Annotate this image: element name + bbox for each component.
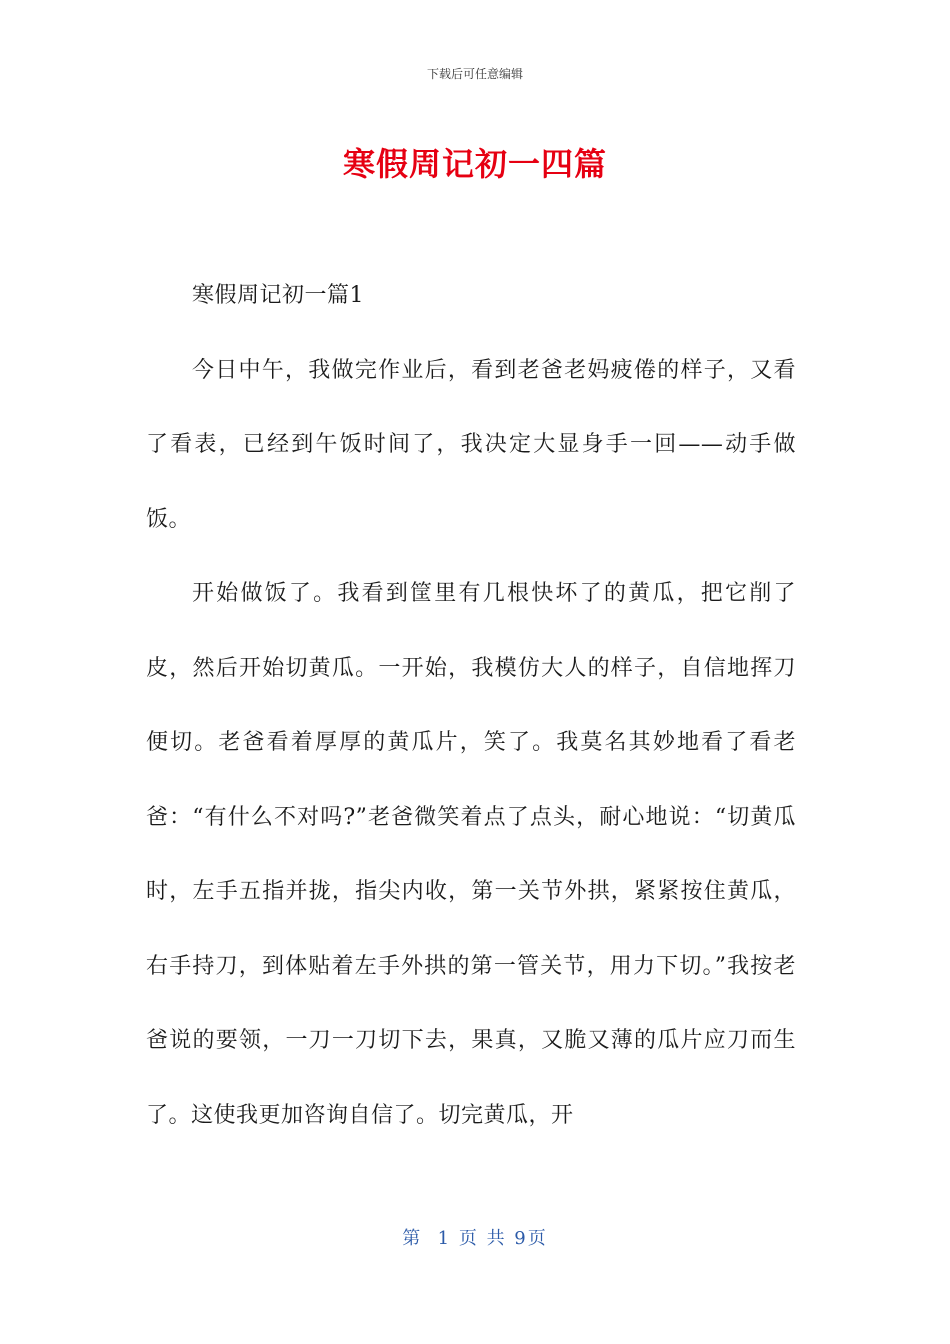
page-number-label: 第 1 页 共 9页: [402, 1228, 548, 1249]
paragraph: 开始做饭了。我看到筐里有几根快坏了的黄瓜，把它削了皮，然后开始切黄瓜。一开始，我模仿大人的样子，自信地挥刀便切。老爸看着厚厚的黄瓜片，笑了。我莫名其妙地看了看老爸：“有什么不对吗?”老爸微笑着点了点头，耐心地说：“切黄瓜时，左手五指并拢，指尖内收，第一关节外拱，紧紧按住黄瓜，右手持刀，到体贴着左手外拱的第一管关节，用力下切。”我按老爸说的要领，一刀一刀切下去，果真，又脆又薄的瓜片应刀而生了。这使我更加咨询自信了。切完黄瓜，开: [146, 581, 796, 1128]
document-body: [146, 259, 796, 1153]
paragraph: 今日中午，我做完作业后，看到老爸老妈疲倦的样子，又看了看表，已经到午饭时间了，我决定大显身手一回——动手做饭。: [146, 357, 796, 532]
section-heading: 寒假周记初一篇1: [192, 283, 364, 308]
page-number: [0, 1227, 950, 1251]
document-title: 寒假周记初一四篇: [342, 145, 607, 183]
header-note: 下载后可任意编辑: [426, 67, 523, 81]
